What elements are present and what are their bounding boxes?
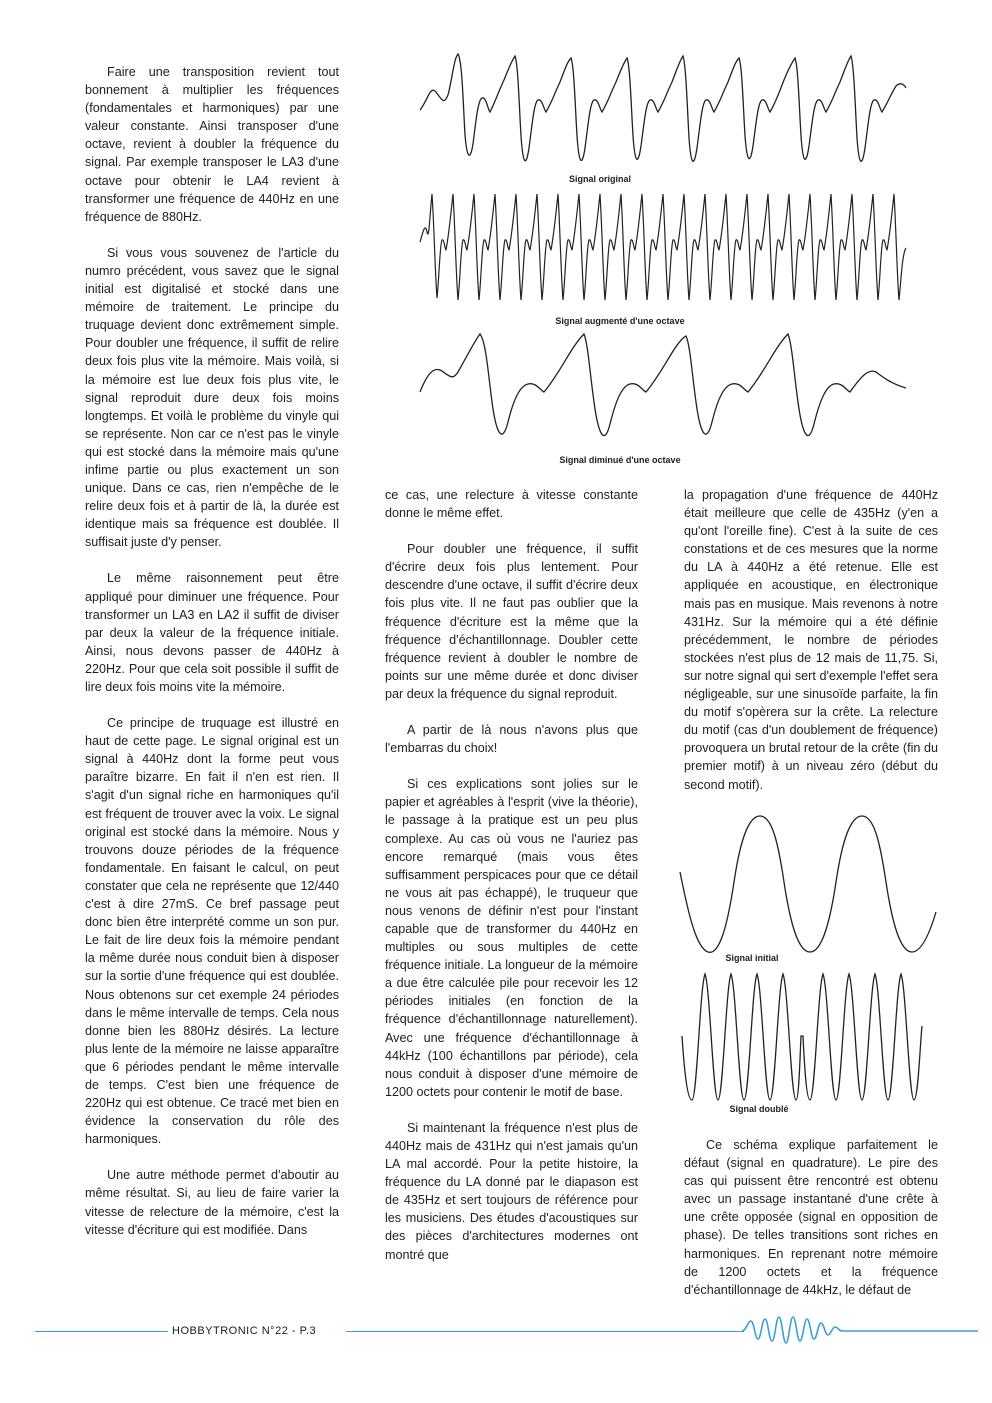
text-column-2	[385, 486, 638, 1282]
caption-signal-double: Signal doublé	[729, 1104, 789, 1114]
caption-signal-up: Signal augmenté d'une octave	[555, 316, 685, 326]
sine-double-figure	[678, 966, 938, 1108]
waveform-original-figure	[418, 40, 908, 176]
paragraph: A partir de là nous n'avons plus que l'embarras du choix!	[385, 723, 638, 756]
text-column-3-bottom	[684, 1136, 938, 1317]
paragraph: Si maintenant la fréquence n'est plus de 440Hz mais de 431Hz qui n'est jamais qu'un LA mal accordé. Pour la petite histoire, la fréquence du LA donné par le diapason est de 435Hz et sert toujours de référence pour les musiciens. Des études d'acoustiques sur des pièces d'architectures modernes ont montré que	[385, 1120, 638, 1262]
paragraph: Le même raisonnement peut être appliqué pour diminuer une fréquence. Pour transformer un LA3 en LA2 il suffit de diviser par deux la valeur de la fréquence initiale. Ainsi, nous devons passer de 440Hz à 220Hz. Pour que cela soit possible il suffit de lire deux fois moins vite la mémoire.	[85, 571, 339, 694]
text-column-3	[684, 486, 938, 812]
paragraph: Pour doubler une fréquence, il suffit d'écrire deux fois plus lentement. Pour descendre d'une octave, il suffit d'écrire deux fois plus vite. Il ne faut pas oublier que la fréquence d'écriture est la même que la fréquence d'échantillonnage. Doubler cette fréquence revient à doubler le nombre de points sur une même durée et donc diviser par deux la fréquence du signal reproduit.	[385, 542, 638, 701]
text-column-1	[85, 63, 339, 1257]
footer-rule-left	[35, 1331, 168, 1332]
waveform-down-figure	[418, 322, 908, 456]
waveform-up-figure	[418, 182, 908, 316]
paragraph: ce cas, une relecture à vitesse constante donne le même effet.	[385, 488, 638, 521]
footer-text: HOBBYTRONIC N°22 - P.3	[172, 1325, 317, 1337]
paragraph: la propagation d'une fréquence de 440Hz était meilleure que celle de 435Hz (y'en a qu'ont l'oreille fine). C'est à la suite de ces constations et de ces mesures que la norme du LA à 440Hz a été retenue. Elle est appliquée en acoustique, en électronique mais pas en musique. Mais revenons à notre 431Hz. Sur la mémoire qui a été définie précédemment, le nombre de périodes stockées n'est plus de 12 mais de 11,75. Si, sur notre signal qui sert d'exemple l'effet sera négligeable, sur une sinusoïde parfaite, la fin du motif s'opèrera sur la crête. La relecture du motif (cas d'un doublement de fréquence) provoquera un brutal retour de la crête (fin du premier motif) à un niveau zéro (début du second motif).	[684, 488, 938, 792]
caption-signal-original: Signal original	[568, 174, 631, 184]
footer-rule-right	[346, 1331, 744, 1332]
paragraph: Si vous vous souvenez de l'article du numro précédent, vous savez que le signal initial est digitalisé et stocké dans une mémoire de traitement. Le principe du truquage devient donc extrêmement simple. Pour doubler une fréquence, il suffit de relire deux fois plus vite la mémoire. Mais voilà, si la mémoire est lue deux fois plus vite, le signal reproduit dure deux fois moins longtemps. Et voilà le problème du vinyle qui se représente. Non car ce n'est pas le vinyle qui est stocké dans la mémoire mais qu'une infime partie ou plus exactement un son unique. Dans ce cas, rien n'empêche de le relire deux fois et à partir de là, la durée est identique mais sa fréquence est doublée. Il suffisait juste d'y penser.	[85, 245, 339, 550]
paragraph: Faire une transposition revient tout bonnement à multiplier les fréquences (fondamentales et harmoniques) par une valeur constante. Ainsi transposer d'une octave, revient à doubler la fréquence du signal. Par exemple transposer le LA3 d'une octave pour obtenir le LA4 revient à transformer une fréquence de 440Hz en une fréquence de 880Hz.	[85, 65, 339, 224]
caption-signal-down: Signal diminué d'une octave	[559, 455, 681, 465]
caption-signal-initial: Signal initial	[725, 953, 779, 963]
footer-wave-logo	[742, 1313, 982, 1347]
paragraph: Ce principe de truquage est illustré en haut de cette page. Le signal original est un signal à 440Hz dont la forme peut vous paraître bizarre. En fait il n'en est rien. Il s'agit d'un signal riche en harmoniques qu'il est fréquent de trouver avec la voix. Le signal original est stocké dans la mémoire. Nous y trouvons douze périodes de la fréquence fondamentale. En faisant le calcul, on peut constater que cela ne représente que 12/440 c'est à dire 27mS. Ce bref passage peut donc bien être interprété comme un son pur. Le fait de lire deux fois la mémoire pendant la même durée nous conduit bien à disposer sur la sortie d'une fréquence qui est doublée. Nous obtenons sur cet exemple 24 périodes dans le même intervalle de temps. Cela nous donne bien les 880Hz désirés. La lecture plus lente de la mémoire ne laisse apparaître que 6 périodes pendant le même intervalle de temps. C'est bien une fréquence de 220Hz qui est obtenue. Ce tracé met bien en évidence la conservation du rôle des harmoniques.	[85, 716, 339, 1147]
paragraph: Une autre méthode permet d'aboutir au même résultat. Si, au lieu de faire varier la vitesse de relecture de la mémoire, c'est la vitesse d'écriture qui est modifiée. Dans	[85, 1168, 339, 1237]
paragraph: Ce schéma explique parfaitement le défaut (signal en quadrature). Le pire des cas qui puissent être rencontré est obtenu avec un passage instantané d'une crête à une crête opposée (signal en opposition de phase). De telles transitions sont riches en harmoniques. En reprenant notre mémoire de 1200 octets et la fréquence d'échantillonnage de 44kHz, le défaut de	[684, 1138, 938, 1297]
sine-initial-figure	[678, 812, 938, 958]
paragraph: Si ces explications sont jolies sur le papier et agréables à l'esprit (vive la théorie), le passage à la pratique est un peu plus complexe. Au cas où vous ne l'auriez pas encore remarqué (mais vous êtes suffisamment perspicaces pour que ce détail ne vous ait pas échappé), le truqueur que nous venons de définir n'est pour l'instant capable que de transformer du 440Hz en multiples ou sous multiples de cette fréquence initiale. La longueur de la mémoire a due être calculée pile pour recevoir les 12 périodes initiales (en fonction de la fréquence d'échantillonnage naturellement). Avec une fréquence d'échantillonnage à 44kHz (100 échantillons par période), cela nous conduit à disposer d'une mémoire de 1200 octets pour contenir le motif de base.	[385, 777, 638, 1099]
